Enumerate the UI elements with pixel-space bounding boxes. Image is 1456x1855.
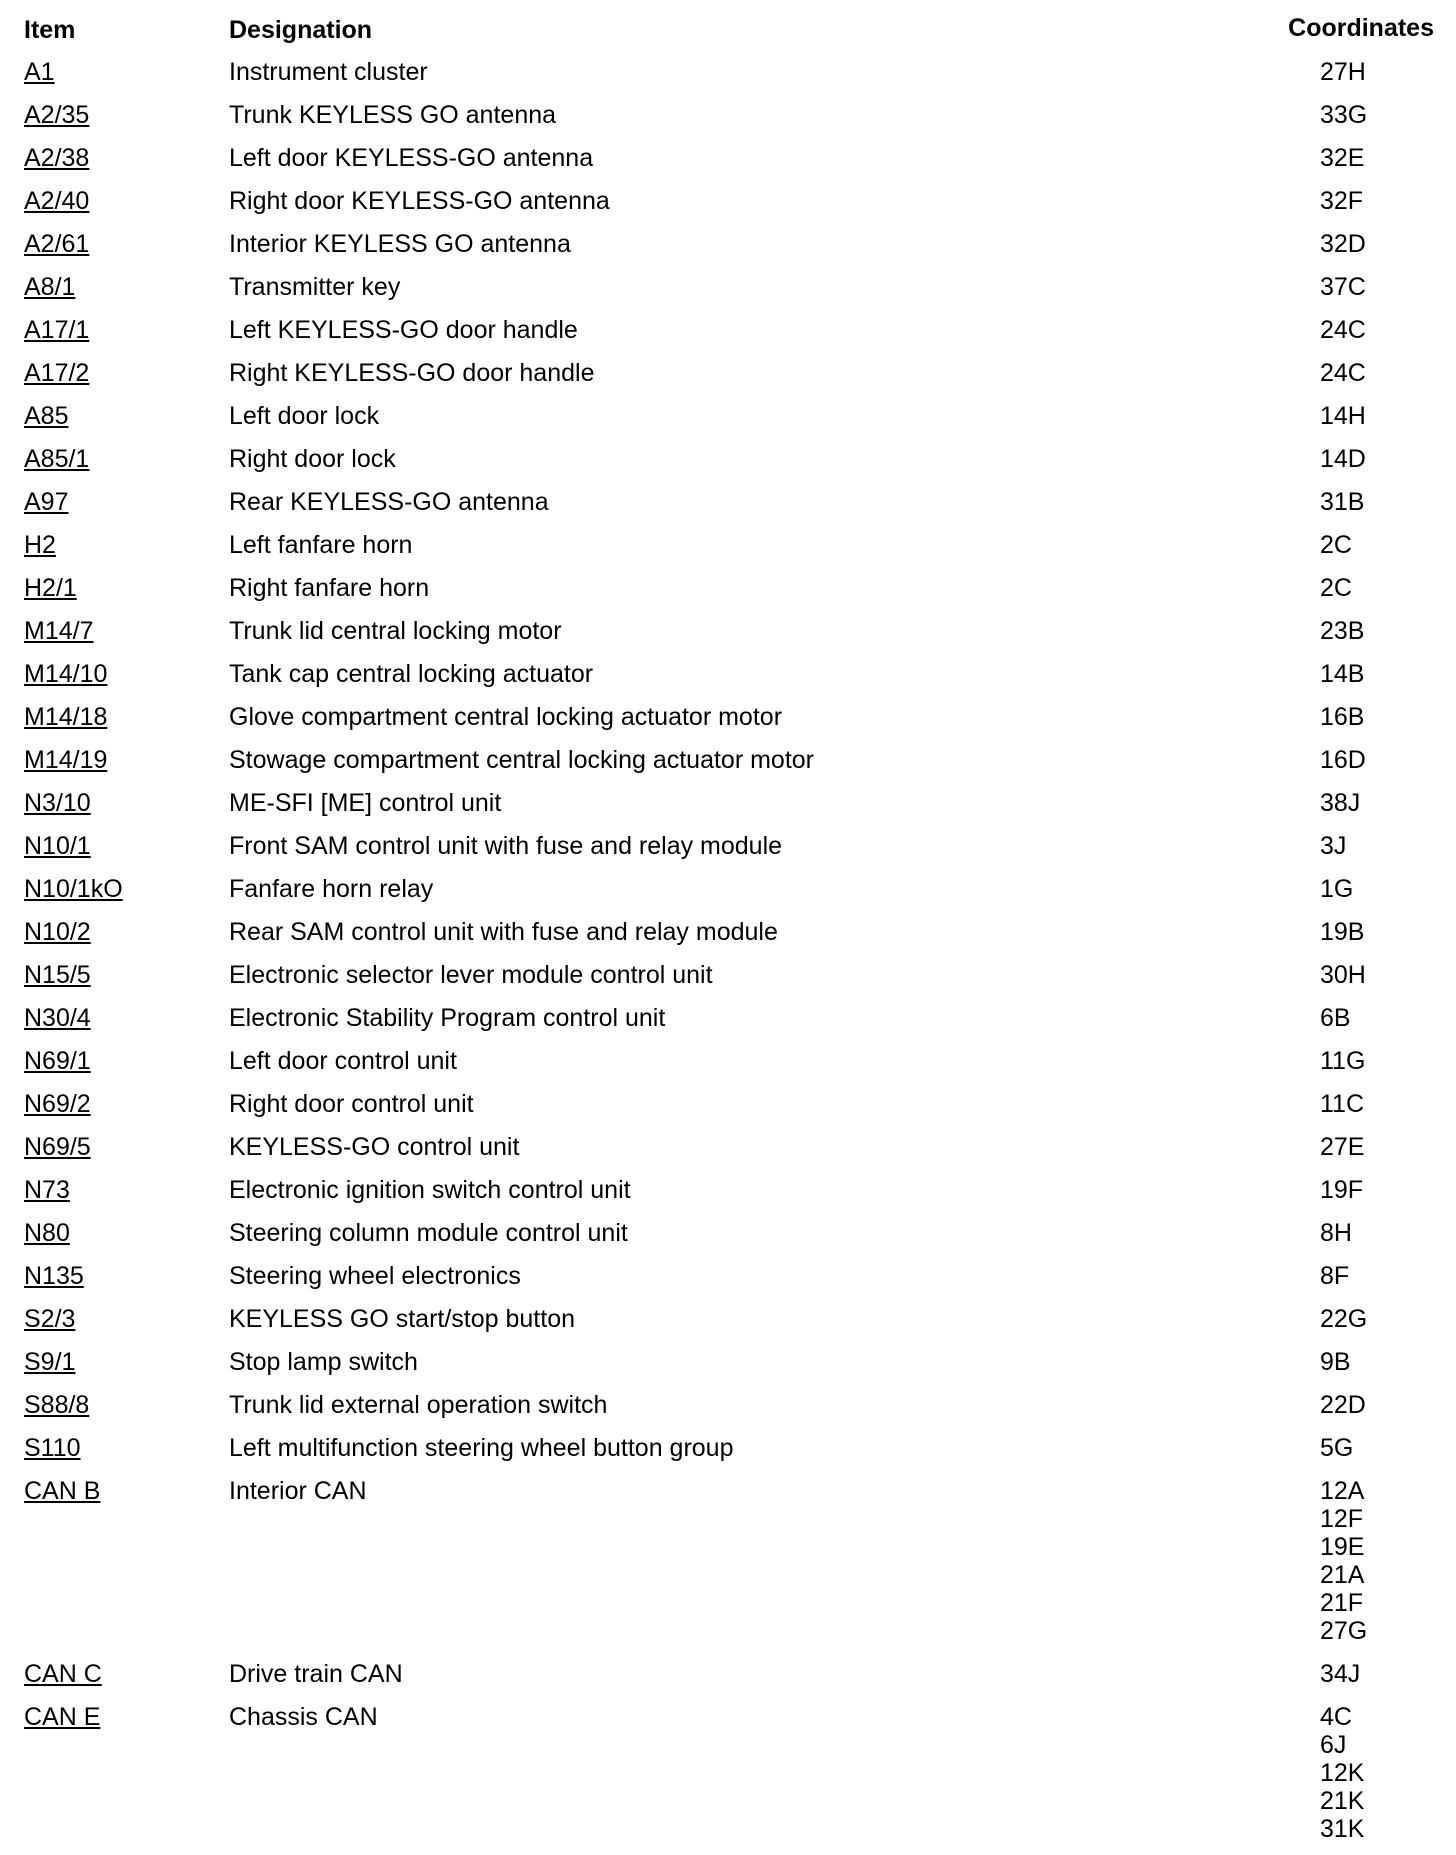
item-link[interactable]: N10/1kO xyxy=(24,875,123,903)
coordinate-value: 22G xyxy=(1320,1305,1368,1333)
table-row xyxy=(24,700,1434,743)
coordinates-cell xyxy=(1320,789,1360,817)
coordinate-value: 14D xyxy=(1320,445,1366,473)
designation-text: KEYLESS GO start/stop button xyxy=(229,1305,576,1333)
coordinates-cell xyxy=(1320,1434,1353,1462)
item-link[interactable]: N15/5 xyxy=(24,961,91,989)
coordinate-value: 3J xyxy=(1320,832,1347,860)
table-row xyxy=(24,442,1434,485)
designation-text: Interior CAN xyxy=(229,1477,367,1505)
table-row xyxy=(24,1700,1434,1855)
table-row xyxy=(24,356,1434,399)
designation-text: Drive train CAN xyxy=(229,1660,403,1688)
designation-text: Front SAM control unit with fuse and relay module xyxy=(229,832,783,860)
table-row xyxy=(24,184,1434,227)
coordinates-cell xyxy=(1320,1090,1364,1118)
table-row xyxy=(24,55,1434,98)
item-link[interactable]: A2/35 xyxy=(24,101,90,129)
designation-text: Left door lock xyxy=(229,402,380,430)
coordinate-value: 23B xyxy=(1320,617,1365,645)
item-link[interactable]: N10/1 xyxy=(24,832,91,860)
item-link[interactable]: A97 xyxy=(24,488,69,516)
coordinate-value: 8H xyxy=(1320,1219,1352,1247)
coordinate-value: 11G xyxy=(1320,1047,1366,1075)
coordinates-cell xyxy=(1320,875,1353,903)
table-row xyxy=(24,829,1434,872)
header-designation: Designation xyxy=(229,16,373,44)
designation-text: Rear SAM control unit with fuse and relay module xyxy=(229,918,778,946)
coordinates-cell xyxy=(1320,1262,1349,1290)
coordinate-value: 21F xyxy=(1320,1589,1364,1617)
coordinate-value: 6J xyxy=(1320,1731,1347,1759)
item-link[interactable]: CAN E xyxy=(24,1703,101,1731)
table-row xyxy=(24,743,1434,786)
coordinate-value: 31B xyxy=(1320,488,1365,516)
item-link[interactable]: M14/10 xyxy=(24,660,108,688)
table-row xyxy=(24,1388,1434,1431)
designation-text: Left door control unit xyxy=(229,1047,457,1075)
table-row xyxy=(24,1173,1434,1216)
item-link[interactable]: A17/1 xyxy=(24,316,90,344)
item-link[interactable]: CAN B xyxy=(24,1477,101,1505)
coordinates-cell xyxy=(1320,1047,1365,1075)
designation-text: Left multifunction steering wheel button group xyxy=(229,1434,734,1462)
coordinate-value: 19E xyxy=(1320,1533,1365,1561)
designation-text: Rear KEYLESS-GO antenna xyxy=(229,488,549,516)
table-row xyxy=(24,227,1434,270)
item-link[interactable]: A17/2 xyxy=(24,359,90,387)
coordinate-value: 16D xyxy=(1320,746,1366,774)
coordinates-cell xyxy=(1320,1004,1351,1032)
item-link[interactable]: A2/38 xyxy=(24,144,90,172)
coordinate-value: 4C xyxy=(1320,1703,1352,1731)
coordinate-value: 30H xyxy=(1320,961,1366,989)
table-row xyxy=(24,1087,1434,1130)
table-row xyxy=(24,1001,1434,1044)
coordinate-value: 27H xyxy=(1320,58,1366,86)
designation-text: Right fanfare horn xyxy=(229,574,430,602)
table-row xyxy=(24,98,1434,141)
table-row xyxy=(24,1345,1434,1388)
coordinates-cell xyxy=(1320,1391,1366,1419)
coordinate-value: 6B xyxy=(1320,1004,1351,1032)
designation-text: Electronic Stability Program control unit xyxy=(229,1004,666,1032)
coordinate-value: 9B xyxy=(1320,1348,1351,1376)
coordinates-cell xyxy=(1320,445,1366,473)
coordinates-cell xyxy=(1320,1477,1367,1645)
coordinates-cell xyxy=(1320,230,1366,258)
coordinate-value: 21A xyxy=(1320,1561,1365,1589)
item-link[interactable]: A2/61 xyxy=(24,230,90,258)
coordinate-value: 5G xyxy=(1320,1434,1354,1462)
coordinates-cell xyxy=(1320,273,1366,301)
table-row xyxy=(24,1657,1434,1700)
table-row xyxy=(24,657,1434,700)
coordinates-cell xyxy=(1320,918,1364,946)
item-link[interactable]: A85/1 xyxy=(24,445,90,473)
item-link[interactable]: A85 xyxy=(24,402,69,430)
coordinates-cell xyxy=(1320,1133,1364,1161)
designation-text: Glove compartment central locking actuator motor xyxy=(229,703,783,731)
item-link[interactable]: N69/1 xyxy=(24,1047,91,1075)
item-link[interactable]: S110 xyxy=(24,1434,81,1462)
coordinate-value: 37C xyxy=(1320,273,1366,301)
designation-text: Left door KEYLESS-GO antenna xyxy=(229,144,594,172)
coordinate-value: 11C xyxy=(1320,1090,1365,1118)
coordinates-cell xyxy=(1320,746,1366,774)
table-row xyxy=(24,1431,1434,1474)
designation-text: Steering column module control unit xyxy=(229,1219,628,1247)
coordinate-value: 32E xyxy=(1320,144,1365,172)
table-row xyxy=(24,399,1434,442)
table-row xyxy=(24,1130,1434,1173)
coordinate-value: 12F xyxy=(1320,1505,1364,1533)
coordinates-cell xyxy=(1320,531,1352,559)
coordinate-value: 19B xyxy=(1320,918,1365,946)
table-header xyxy=(24,16,1434,50)
coordinate-value: 16B xyxy=(1320,703,1365,731)
table-row xyxy=(24,1259,1434,1302)
designation-text: Instrument cluster xyxy=(229,58,428,86)
item-link[interactable]: M14/7 xyxy=(24,617,94,645)
coordinates-cell xyxy=(1320,1176,1363,1204)
coordinate-value: 2C xyxy=(1320,574,1352,602)
coordinate-value: 31K xyxy=(1320,1815,1365,1843)
table-row xyxy=(24,313,1434,356)
designation-text: Electronic selector lever module control unit xyxy=(229,961,713,989)
header-item: Item xyxy=(24,16,76,44)
designation-text: Stowage compartment central locking actuator motor xyxy=(229,746,814,774)
coordinates-cell xyxy=(1320,488,1364,516)
table-row xyxy=(24,485,1434,528)
coordinate-value: 33G xyxy=(1320,101,1368,129)
item-link[interactable]: S2/3 xyxy=(24,1305,76,1333)
coordinate-value: 34J xyxy=(1320,1660,1361,1688)
table-row xyxy=(24,1044,1434,1087)
coordinate-value: 22D xyxy=(1320,1391,1366,1419)
coordinate-value: 8F xyxy=(1320,1262,1350,1290)
table-row xyxy=(24,1216,1434,1259)
coordinate-value: 12K xyxy=(1320,1759,1365,1787)
item-link[interactable]: N73 xyxy=(24,1176,70,1204)
coordinates-cell xyxy=(1320,1348,1351,1376)
designation-text: Steering wheel electronics xyxy=(229,1262,521,1290)
coordinates-cell xyxy=(1320,574,1352,602)
coordinate-value: 32F xyxy=(1320,187,1364,215)
item-link[interactable]: S9/1 xyxy=(24,1348,76,1376)
coordinates-cell xyxy=(1320,1660,1360,1688)
item-link[interactable]: A8/1 xyxy=(24,273,76,301)
designation-text: Trunk lid external operation switch xyxy=(229,1391,608,1419)
coordinate-value: 19F xyxy=(1320,1176,1364,1204)
item-link[interactable]: S88/8 xyxy=(24,1391,90,1419)
item-link[interactable]: CAN C xyxy=(24,1660,102,1688)
designation-text: Left fanfare horn xyxy=(229,531,413,559)
designation-text: Trunk KEYLESS GO antenna xyxy=(229,101,557,129)
coordinates-cell xyxy=(1320,832,1346,860)
coordinate-value: 38J xyxy=(1320,789,1361,817)
table-row xyxy=(24,915,1434,958)
item-link[interactable]: M14/18 xyxy=(24,703,108,731)
coordinates-cell xyxy=(1320,703,1364,731)
coordinate-value: 27E xyxy=(1320,1133,1365,1161)
coordinate-value: 12A xyxy=(1320,1477,1365,1505)
table-row xyxy=(24,270,1434,313)
table-row xyxy=(24,1302,1434,1345)
coordinate-value: 21K xyxy=(1320,1787,1365,1815)
item-link[interactable]: N80 xyxy=(24,1219,70,1247)
designation-text: Right door control unit xyxy=(229,1090,474,1118)
coordinate-value: 14H xyxy=(1320,402,1366,430)
coordinates-cell xyxy=(1320,660,1364,688)
coordinates-cell xyxy=(1320,617,1364,645)
coordinates-cell xyxy=(1320,101,1367,129)
coordinates-cell xyxy=(1320,144,1364,172)
coordinates-cell xyxy=(1320,58,1366,86)
coordinates-cell xyxy=(1320,359,1366,387)
table-row xyxy=(24,872,1434,915)
table-row xyxy=(24,958,1434,1001)
item-link[interactable]: N69/2 xyxy=(24,1090,91,1118)
coordinate-value: 32D xyxy=(1320,230,1366,258)
coordinates-cell xyxy=(1320,961,1366,989)
designation-text: Tank cap central locking actuator xyxy=(229,660,594,688)
coordinate-value: 27G xyxy=(1320,1617,1368,1645)
table-row xyxy=(24,571,1434,614)
item-link[interactable]: H2/1 xyxy=(24,574,77,602)
item-link[interactable]: A2/40 xyxy=(24,187,90,215)
designation-text: Fanfare horn relay xyxy=(229,875,434,903)
header-coordinates: Coordinates xyxy=(1288,14,1434,42)
designation-text: KEYLESS-GO control unit xyxy=(229,1133,520,1161)
coordinates-cell xyxy=(1320,1703,1364,1843)
coordinates-cell xyxy=(1320,402,1366,430)
designation-text: Right door lock xyxy=(229,445,396,473)
table-row xyxy=(24,528,1434,571)
designation-text: ME-SFI [ME] control unit xyxy=(229,789,502,817)
coordinates-cell xyxy=(1320,1219,1352,1247)
coordinates-cell xyxy=(1320,187,1363,215)
item-link[interactable]: N30/4 xyxy=(24,1004,91,1032)
designation-text: Trunk lid central locking motor xyxy=(229,617,562,645)
table-row xyxy=(24,141,1434,184)
item-link[interactable]: M14/19 xyxy=(24,746,108,774)
coordinate-value: 1G xyxy=(1320,875,1354,903)
designation-text: Left KEYLESS-GO door handle xyxy=(229,316,578,344)
designation-text: Right door KEYLESS-GO antenna xyxy=(229,187,610,215)
item-link[interactable]: N135 xyxy=(24,1262,84,1290)
item-link[interactable]: N69/5 xyxy=(24,1133,91,1161)
item-link[interactable]: N3/10 xyxy=(24,789,91,817)
item-link[interactable]: N10/2 xyxy=(24,918,91,946)
table-row xyxy=(24,614,1434,657)
coordinate-value: 24C xyxy=(1320,316,1366,344)
coordinates-cell xyxy=(1320,316,1366,344)
coordinate-value: 14B xyxy=(1320,660,1365,688)
coordinates-cell xyxy=(1320,1305,1367,1333)
table-row xyxy=(24,786,1434,829)
designation-text: Chassis CAN xyxy=(229,1703,378,1731)
item-link[interactable]: A1 xyxy=(24,58,55,86)
coordinate-value: 24C xyxy=(1320,359,1366,387)
designation-text: Transmitter key xyxy=(229,273,401,301)
coordinate-value: 2C xyxy=(1320,531,1352,559)
designation-text: Electronic ignition switch control unit xyxy=(229,1176,631,1204)
table-body xyxy=(24,55,1434,1855)
designation-text: Stop lamp switch xyxy=(229,1348,418,1376)
designation-text: Interior KEYLESS GO antenna xyxy=(229,230,571,258)
table-row xyxy=(24,1474,1434,1657)
item-link[interactable]: H2 xyxy=(24,531,56,559)
designation-text: Right KEYLESS-GO door handle xyxy=(229,359,595,387)
